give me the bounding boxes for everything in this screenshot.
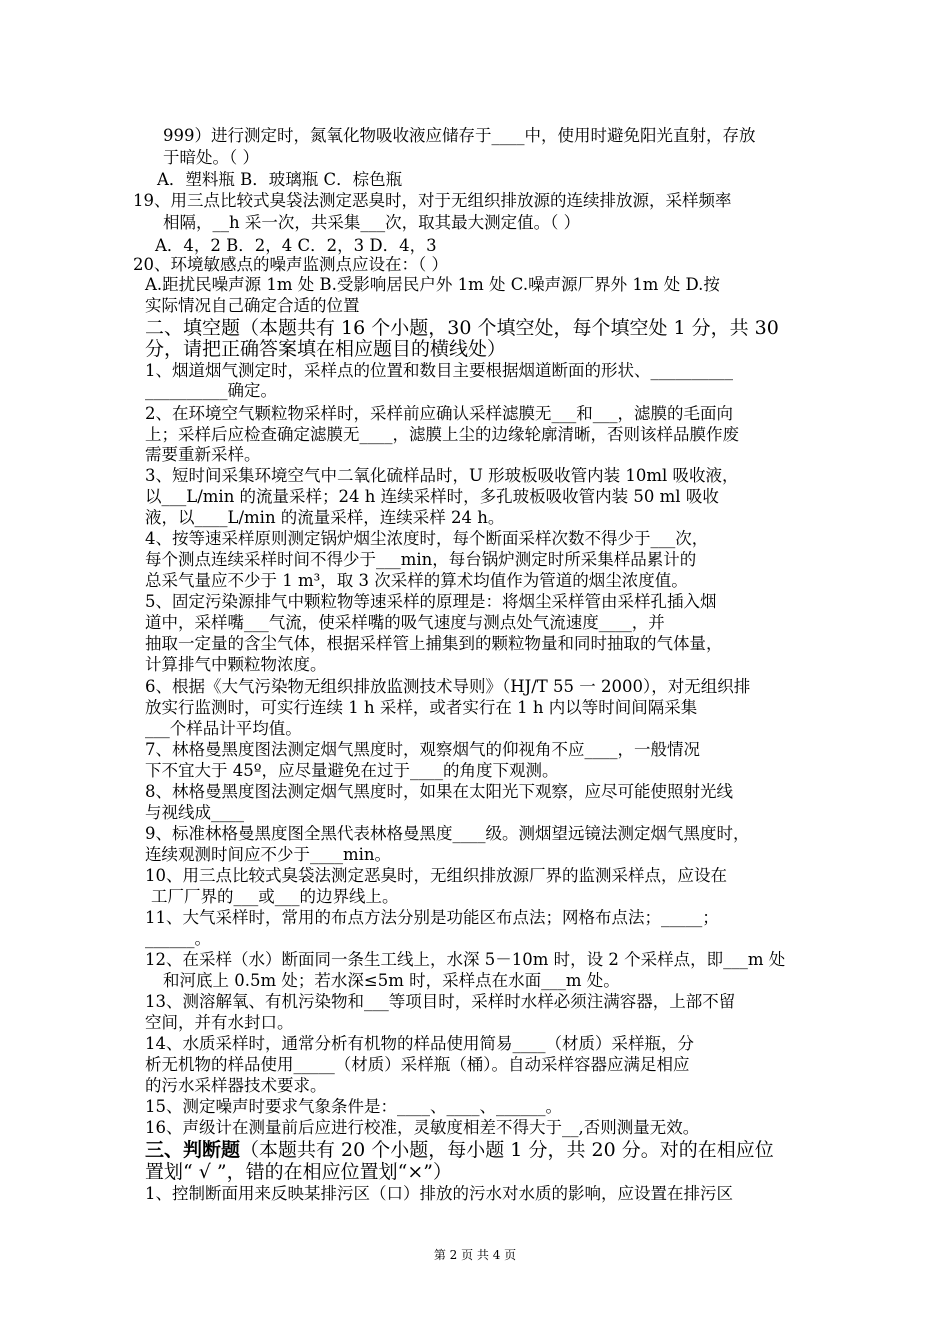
text-line: 相隔，__h 采一次，共采集___次，取其最大测定值。（ ） (163, 213, 581, 232)
text-line: 20、环境敏感点的噪声监测点应设在：（ ） (133, 255, 448, 274)
text-line: 11、大气采样时，常用的布点方法分别是功能区布点法；网格布点法；_____； (145, 908, 719, 927)
text-line: A．塑料瓶 B．玻璃瓶 C．棕色瓶 (157, 170, 403, 189)
text-line: 3、短时间采集环境空气中二氧化硫样品时，U 形玻板吸收管内装 10ml 吸收液， (145, 466, 739, 485)
text-line: 5、固定污染源排气中颗粒物等速采样的原理是：将烟尘采样管由采样孔插入烟 (145, 592, 717, 611)
text-line: __________确定。 (145, 381, 277, 400)
text-line: 12、在采样（水）断面同一条生工线上，水深 5－10m 时，设 2 个采样点，即___m 处 (145, 950, 786, 969)
text-line: 2、在环境空气颗粒物采样时，采样前应确认采样滤膜无___和___，滤膜的毛面向 (145, 404, 733, 423)
section-heading (145, 1139, 774, 1162)
text-line: 999）进行测定时，氮氧化物吸收液应储存于____中，使用时避免阳光直射，存放 (163, 126, 756, 145)
text-line: 析无机物的样品使用_____（材质）采样瓶（桶）。自动采样容器应满足相应 (145, 1055, 690, 1074)
section-heading: 分，请把正确答案填在相应题目的横线处） (145, 338, 507, 360)
text-line: 连续观测时间应不少于____min。 (145, 845, 392, 864)
text-line: ___个样品计平均值。 (145, 719, 302, 738)
page-footer: 第 2 页 共 4 页 (433, 1248, 517, 1262)
text-line: 于暗处。（ ） (163, 148, 259, 167)
text-line: 和河底上 0.5m 处；若水深≤5m 时，采样点在水面___m 处。 (163, 971, 620, 990)
text-line: 7、林格曼黑度图法测定烟气黑度时，观察烟气的仰视角不应____，一般情况 (145, 740, 700, 759)
text-line: 工厂厂界的___或___的边界线上。 (151, 887, 399, 906)
text-line: 14、水质采样时，通常分析有机物的样品使用简易____（材质）采样瓶，分 (145, 1034, 694, 1053)
text-line: 8、林格曼黑度图法测定烟气黑度时，如果在太阳光下观察，应尽可能使照射光线 (145, 782, 733, 801)
text-line: 空间，并有水封口。 (145, 1013, 294, 1032)
text-line: ______。 (145, 929, 211, 948)
section-heading: 置划“ √ ”，错的在相应位置划“×”） (145, 1161, 452, 1183)
text-line: 10、用三点比较式臭袋法测定恶臭时，无组织排放源厂界的监测采样点，应设在 (145, 866, 727, 885)
text-line: 1、烟道烟气测定时，采样点的位置和数目主要根据烟道断面的形状、__________ (145, 361, 733, 380)
text-line: 的污水采样器技术要求。 (145, 1076, 327, 1095)
text-line: 液，以____L/min 的流量采样，连续采样 24 h。 (145, 508, 505, 527)
text-line: 6、根据《大气污染物无组织排放监测技术导则》（HJ/T 55 一 2000），对无组织排 (145, 677, 751, 696)
text-line: A．4，2 B．2，4 C．2，3 D．4，3 (155, 236, 437, 255)
section-description: （本题共有 20 个小题，每小题 1 分，共 20 分。对的在相应位 (240, 1139, 774, 1161)
text-line: 15、测定噪声时要求气象条件是：____、____、______。 (145, 1097, 562, 1116)
section-heading: 二、填空题（本题共有 16 个小题，30 个填空处，每个填空处 1 分，共 30 (145, 317, 779, 339)
text-line: 上；采样后应检查确定滤膜无____，滤膜上尘的边缘轮廓清晰，否则该样品膜作废 (145, 425, 739, 444)
text-line: 13、测溶解氧、有机污染物和___等项目时，采样时水样必须注满容器，上部不留 (145, 992, 736, 1011)
text-line: 16、声级计在测量前后应进行校准，灵敏度相差不得大于__,否则测量无效。 (145, 1118, 700, 1137)
text-line: 实际情况自己确定合适的位置 (145, 296, 360, 315)
text-line: 19、用三点比较式臭袋法测定恶臭时，对于无组织排放源的连续排放源，采样频率 (133, 191, 732, 210)
text-line: 总采气量应不少于 1 m³，取 3 次采样的算术均值作为管道的烟尘浓度值。 (145, 571, 688, 590)
text-line: 与视线成____ (145, 803, 244, 822)
section-title: 三、判断题 (145, 1139, 241, 1161)
text-line: 需要重新采样。 (145, 445, 261, 464)
text-line: 道中，采样嘴___气流，使采样嘴的吸气速度与测点处气流速度____，并 (145, 613, 665, 632)
text-line: 每个测点连续采样时间不得少于___min，每台锅炉测定时所采集样品累计的 (145, 550, 697, 569)
text-line: 抽取一定量的含尘气体，根据采样管上捕集到的颗粒物量和同时抽取的气体量， (145, 634, 723, 653)
text-line: A.距扰民噪声源 1m 处 B.受影响居民户外 1m 处 C.噪声源厂界外 1m 处 D.按 (145, 275, 720, 294)
text-line: 4、按等速采样原则测定锅炉烟尘浓度时，每个断面采样次数不得少于___次， (145, 529, 709, 548)
text-line: 1、控制断面用来反映某排污区（口）排放的污水对水质的影响，应设置在排污区 (145, 1184, 733, 1203)
text-line: 9、标准林格曼黑度图全黑代表林格曼黑度____级。测烟望远镜法测定烟气黑度时， (145, 824, 750, 843)
text-line: 放实行监测时，可实行连续 1 h 采样，或者实行在 1 h 内以等时间间隔采集 (145, 698, 698, 717)
text-line: 以___L/min 的流量采样；24 h 连续采样时，多孔玻板吸收管内装 50 ml 吸收 (145, 487, 719, 506)
text-line: 下不宜大于 45º，应尽量避免在过于____的角度下观测。 (145, 761, 559, 780)
text-line: 计算排气中颗粒物浓度。 (145, 655, 327, 674)
